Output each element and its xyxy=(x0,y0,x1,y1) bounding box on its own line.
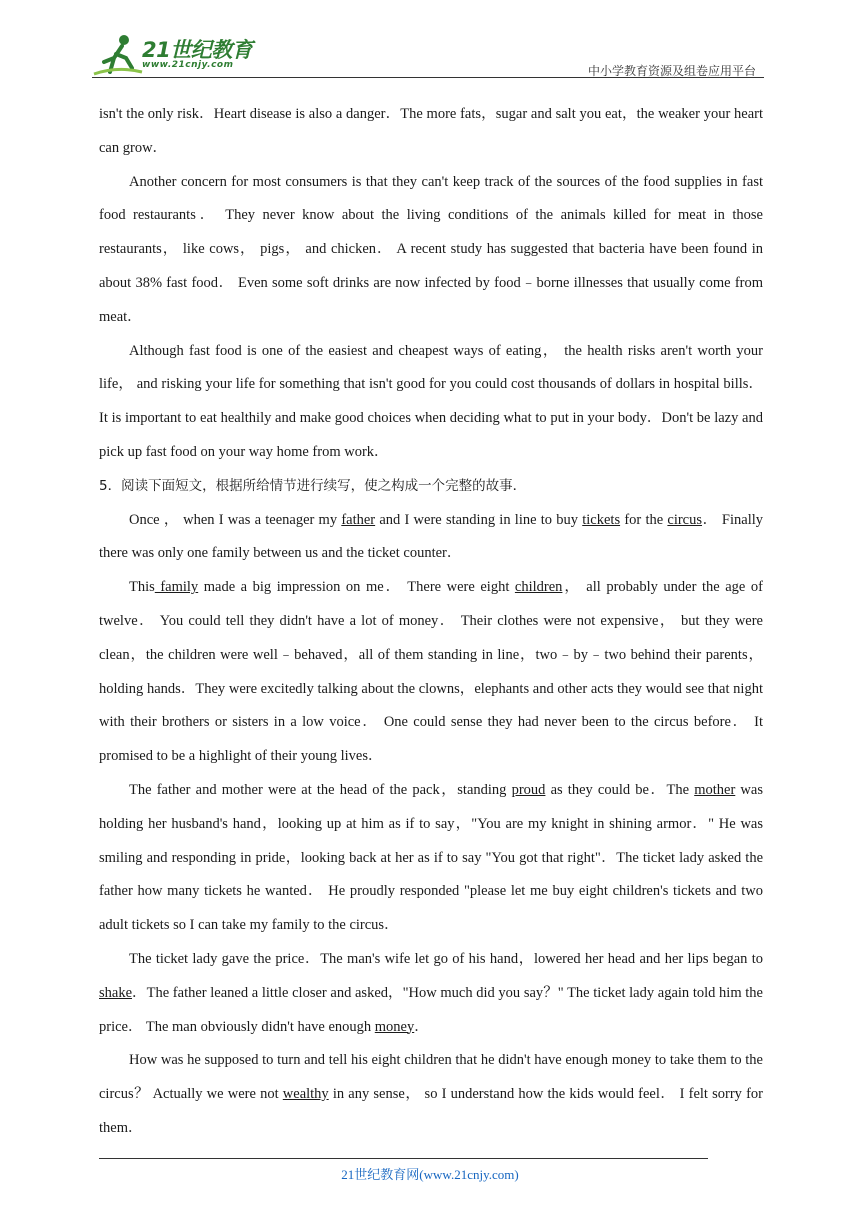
logo-text: 21世纪教育 xyxy=(142,38,253,62)
underlined-word: family xyxy=(154,579,199,596)
underlined-word: tickets xyxy=(582,511,621,528)
site-logo xyxy=(92,30,272,78)
header-divider xyxy=(92,77,764,78)
page-footer: 21世纪教育网(www.21cnjy.com) xyxy=(341,1167,519,1182)
paragraph: Although fast food is one of the easiest and cheapest ways of eating， the health risks aren't worth your life， and risking your life for something that isn't good for you could cost thousands of dollars in hospital bills．It is important to eat healthily and make good choices when deciding what to put in your body．Don't be lazy and pick up fast food on your way home from work． xyxy=(99,342,763,460)
paragraph: The father and mother were at the head of the pack，standing proud as they could be．The mother was holding her husband's hand，looking up at him as if to say，"You are my knight in shining armor．" He was smiling and responding in pride，looking back at her as if to say "You got that right"．The ticket lady asked the father how many tickets he wanted． He proudly responded "please let me buy eight children's tickets and two adult tickets so I can take my family to the circus． xyxy=(99,781,763,934)
underlined-word: proud xyxy=(511,781,546,798)
runner-icon xyxy=(92,32,144,78)
platform-name: 中小学教育资源及组卷应用平台 xyxy=(587,64,756,78)
paragraph: Once ， when I was a teenager my father and I were standing in line to buy tickets for the circus． Finally there was only one family between us and the ticket counter． xyxy=(99,511,764,562)
paragraph: The ticket lady gave the price．The man's wife let go of his hand，lowered her head and her lips began to shake．The father leaned a little closer and asked，"How much did you say？" The ticket lady again told him the price． The man obviously didn't have enough money． xyxy=(99,950,763,1035)
paragraph: isn't the only risk．Heart disease is also a danger．The more fats，sugar and salt you eat，the weaker your heart can grow． xyxy=(99,106,763,156)
question-5-instruction: 5．阅读下面短文，根据所给情节进行续写，使之构成一个完整的故事． xyxy=(99,477,527,494)
underlined-word: mother xyxy=(694,781,736,798)
underlined-word: father xyxy=(341,511,376,528)
underlined-word: wealthy xyxy=(282,1086,329,1103)
underlined-word: money xyxy=(374,1018,415,1035)
footer-divider xyxy=(99,1158,708,1159)
underlined-word: circus xyxy=(667,511,703,528)
underlined-word: shake xyxy=(99,984,133,1001)
paragraph: Another concern for most consumers is that they can't keep track of the sources of the food supplies in fast food restaurants． They never know about the living conditions of the animals killed for meat in those restaurants， like cows， pigs， and chicken． A recent study has suggested that bacteria have been found in about 38% fast food． Even some soft drinks are now infected by food﹣borne illnesses that usually come from meat． xyxy=(99,173,763,325)
underlined-word: children xyxy=(514,579,563,596)
paragraph: This family made a big impression on me． There were eight children， all probably under the age of twelve． You could tell they didn't have a lot of money． Their clothes were not expensive， but they were clean，the children were well﹣behaved，all of them standing in line，two﹣by﹣two behind their parents，holding hands．They were excitedly talking about the clowns，elephants and other acts they would see that night with their brothers or sisters in a low voice． One could sense they had never been to the circus before． It promised to be a highlight of their young lives． xyxy=(99,579,763,765)
page-header xyxy=(92,30,764,78)
paragraph: How was he supposed to turn and tell his eight children that he didn't have enough money to take them to the circus？ Actually we were not wealthy in any sense， so I understand how the kids would feel． I felt sorry for them． xyxy=(99,1052,763,1136)
logo-url: www.21cnjy.com xyxy=(142,60,234,70)
document-body xyxy=(99,98,763,1146)
